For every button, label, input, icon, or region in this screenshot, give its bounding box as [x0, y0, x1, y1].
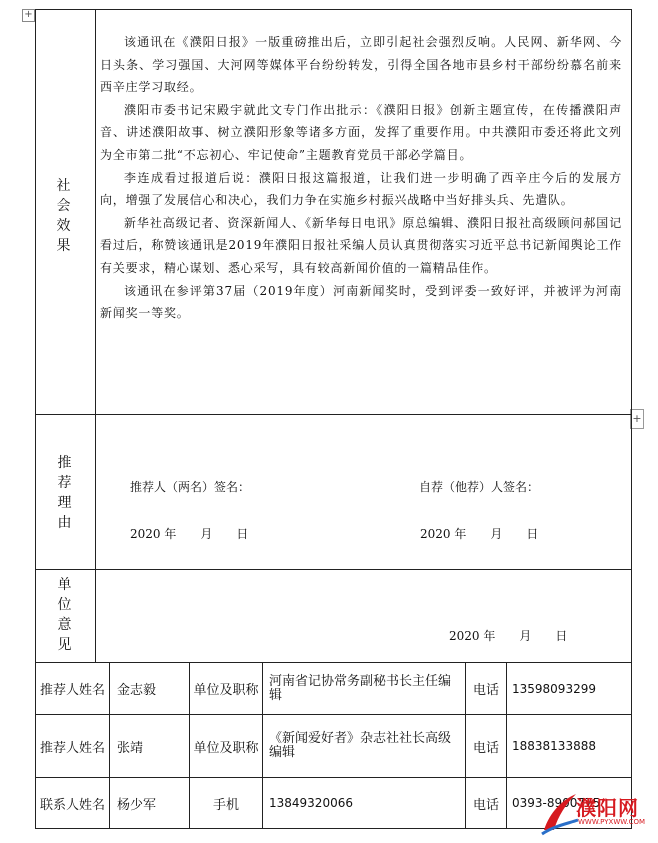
effect-text	[100, 31, 622, 325]
divider	[262, 662, 263, 828]
unit-value: 13849320066	[269, 796, 353, 810]
add-row-icon[interactable]: +	[630, 409, 644, 429]
unit-value: 河南省记协常务副秘书长主任编辑	[269, 673, 452, 703]
divider	[35, 414, 631, 415]
table-handle-icon[interactable]: +	[22, 9, 35, 22]
phone-value: 13598093299	[512, 681, 596, 696]
divider	[35, 569, 631, 570]
name-value: 杨少军	[117, 797, 157, 813]
self-recommend-signature-label: 自荐（他荐）人签名：	[419, 480, 540, 494]
effect-paragraph: 新华社高级记者、资深新闻人、《新华每日电讯》原总编辑、濮阳日报社高级顾问郝国记看过后，称赞该通讯是2019年濮阳日报社采编人员认真贯彻落实习近平总书记新闻舆论工作有关要求，精心谋划、悉心采写，具有较高新闻价值的一篇精品佳作。	[100, 215, 622, 275]
phone-label: 电话	[472, 740, 499, 756]
name-label: 联系人姓名	[39, 797, 105, 813]
recommend-date-right: 2020 年 月 日	[420, 527, 539, 541]
divider	[506, 662, 507, 828]
phone-label: 电话	[472, 683, 499, 698]
watermark-title: 濮阳网	[576, 796, 639, 820]
section-label-effect: 社会效果	[56, 178, 72, 254]
effect-paragraph: 李连成看过报道后说：濮阳日报这篇报道，让我们进一步明确了西辛庄今后的发展方向，增强了发展信心和决心，我们力争在实施乡村振兴战略中当好排头兵、先遣队。	[100, 170, 622, 208]
name-value: 张靖	[117, 740, 144, 756]
unit-label: 手机	[212, 797, 239, 813]
phone-value: 18838133888	[512, 739, 596, 753]
recommender-signature-label: 推荐人（两名）签名：	[130, 480, 251, 494]
unit-label: 单位及职称	[193, 740, 259, 756]
unit-label: 单位及职称	[193, 683, 259, 698]
effect-paragraph: 濮阳市委书记宋殿宇就此文专门作出批示：《濮阳日报》创新主题宣传，在传播濮阳声音、讲述濮阳故事、树立濮阳形象等诸多方面，发挥了重要作用。中共濮阳市委还将此文列为全市第二批“不忘初心、牢记使命”主题教育党员干部必学篇目。	[100, 102, 622, 162]
divider	[109, 662, 110, 828]
watermark-url: WWW.PYXWW.COM	[578, 818, 646, 826]
phone-value: 0393-8900775	[512, 796, 601, 810]
section-label-unit: 单位意见	[57, 577, 73, 653]
watermark-logo	[540, 790, 658, 838]
phone-label: 电话	[472, 797, 499, 813]
divider	[35, 9, 631, 10]
name-value: 金志毅	[117, 683, 157, 698]
name-label: 推荐人姓名	[39, 683, 105, 698]
effect-paragraph: 该通讯在《濮阳日报》一版重磅推出后，立即引起社会强烈反响。人民网、新华网、今日头条、学习强国、大河网等媒体平台纷纷转发，引得全国各地市县乡村干部纷纷慕名前来西辛庄学习取经。	[100, 35, 622, 95]
section-label-recommend: 推荐理由	[57, 455, 73, 531]
name-label: 推荐人姓名	[39, 740, 105, 756]
unit-date: 2020 年 月 日	[449, 629, 568, 643]
logo-swoosh-icon	[540, 790, 580, 836]
divider	[95, 9, 96, 662]
unit-value: 《新闻爱好者》杂志社社长高级编辑	[269, 731, 452, 760]
recommend-date-left: 2020 年 月 日	[130, 527, 249, 541]
effect-paragraph: 该通讯在参评第37届（2019年度）河南新闻奖时，受到评委一致好评，并被评为河南新闻奖一等奖。	[100, 283, 622, 321]
